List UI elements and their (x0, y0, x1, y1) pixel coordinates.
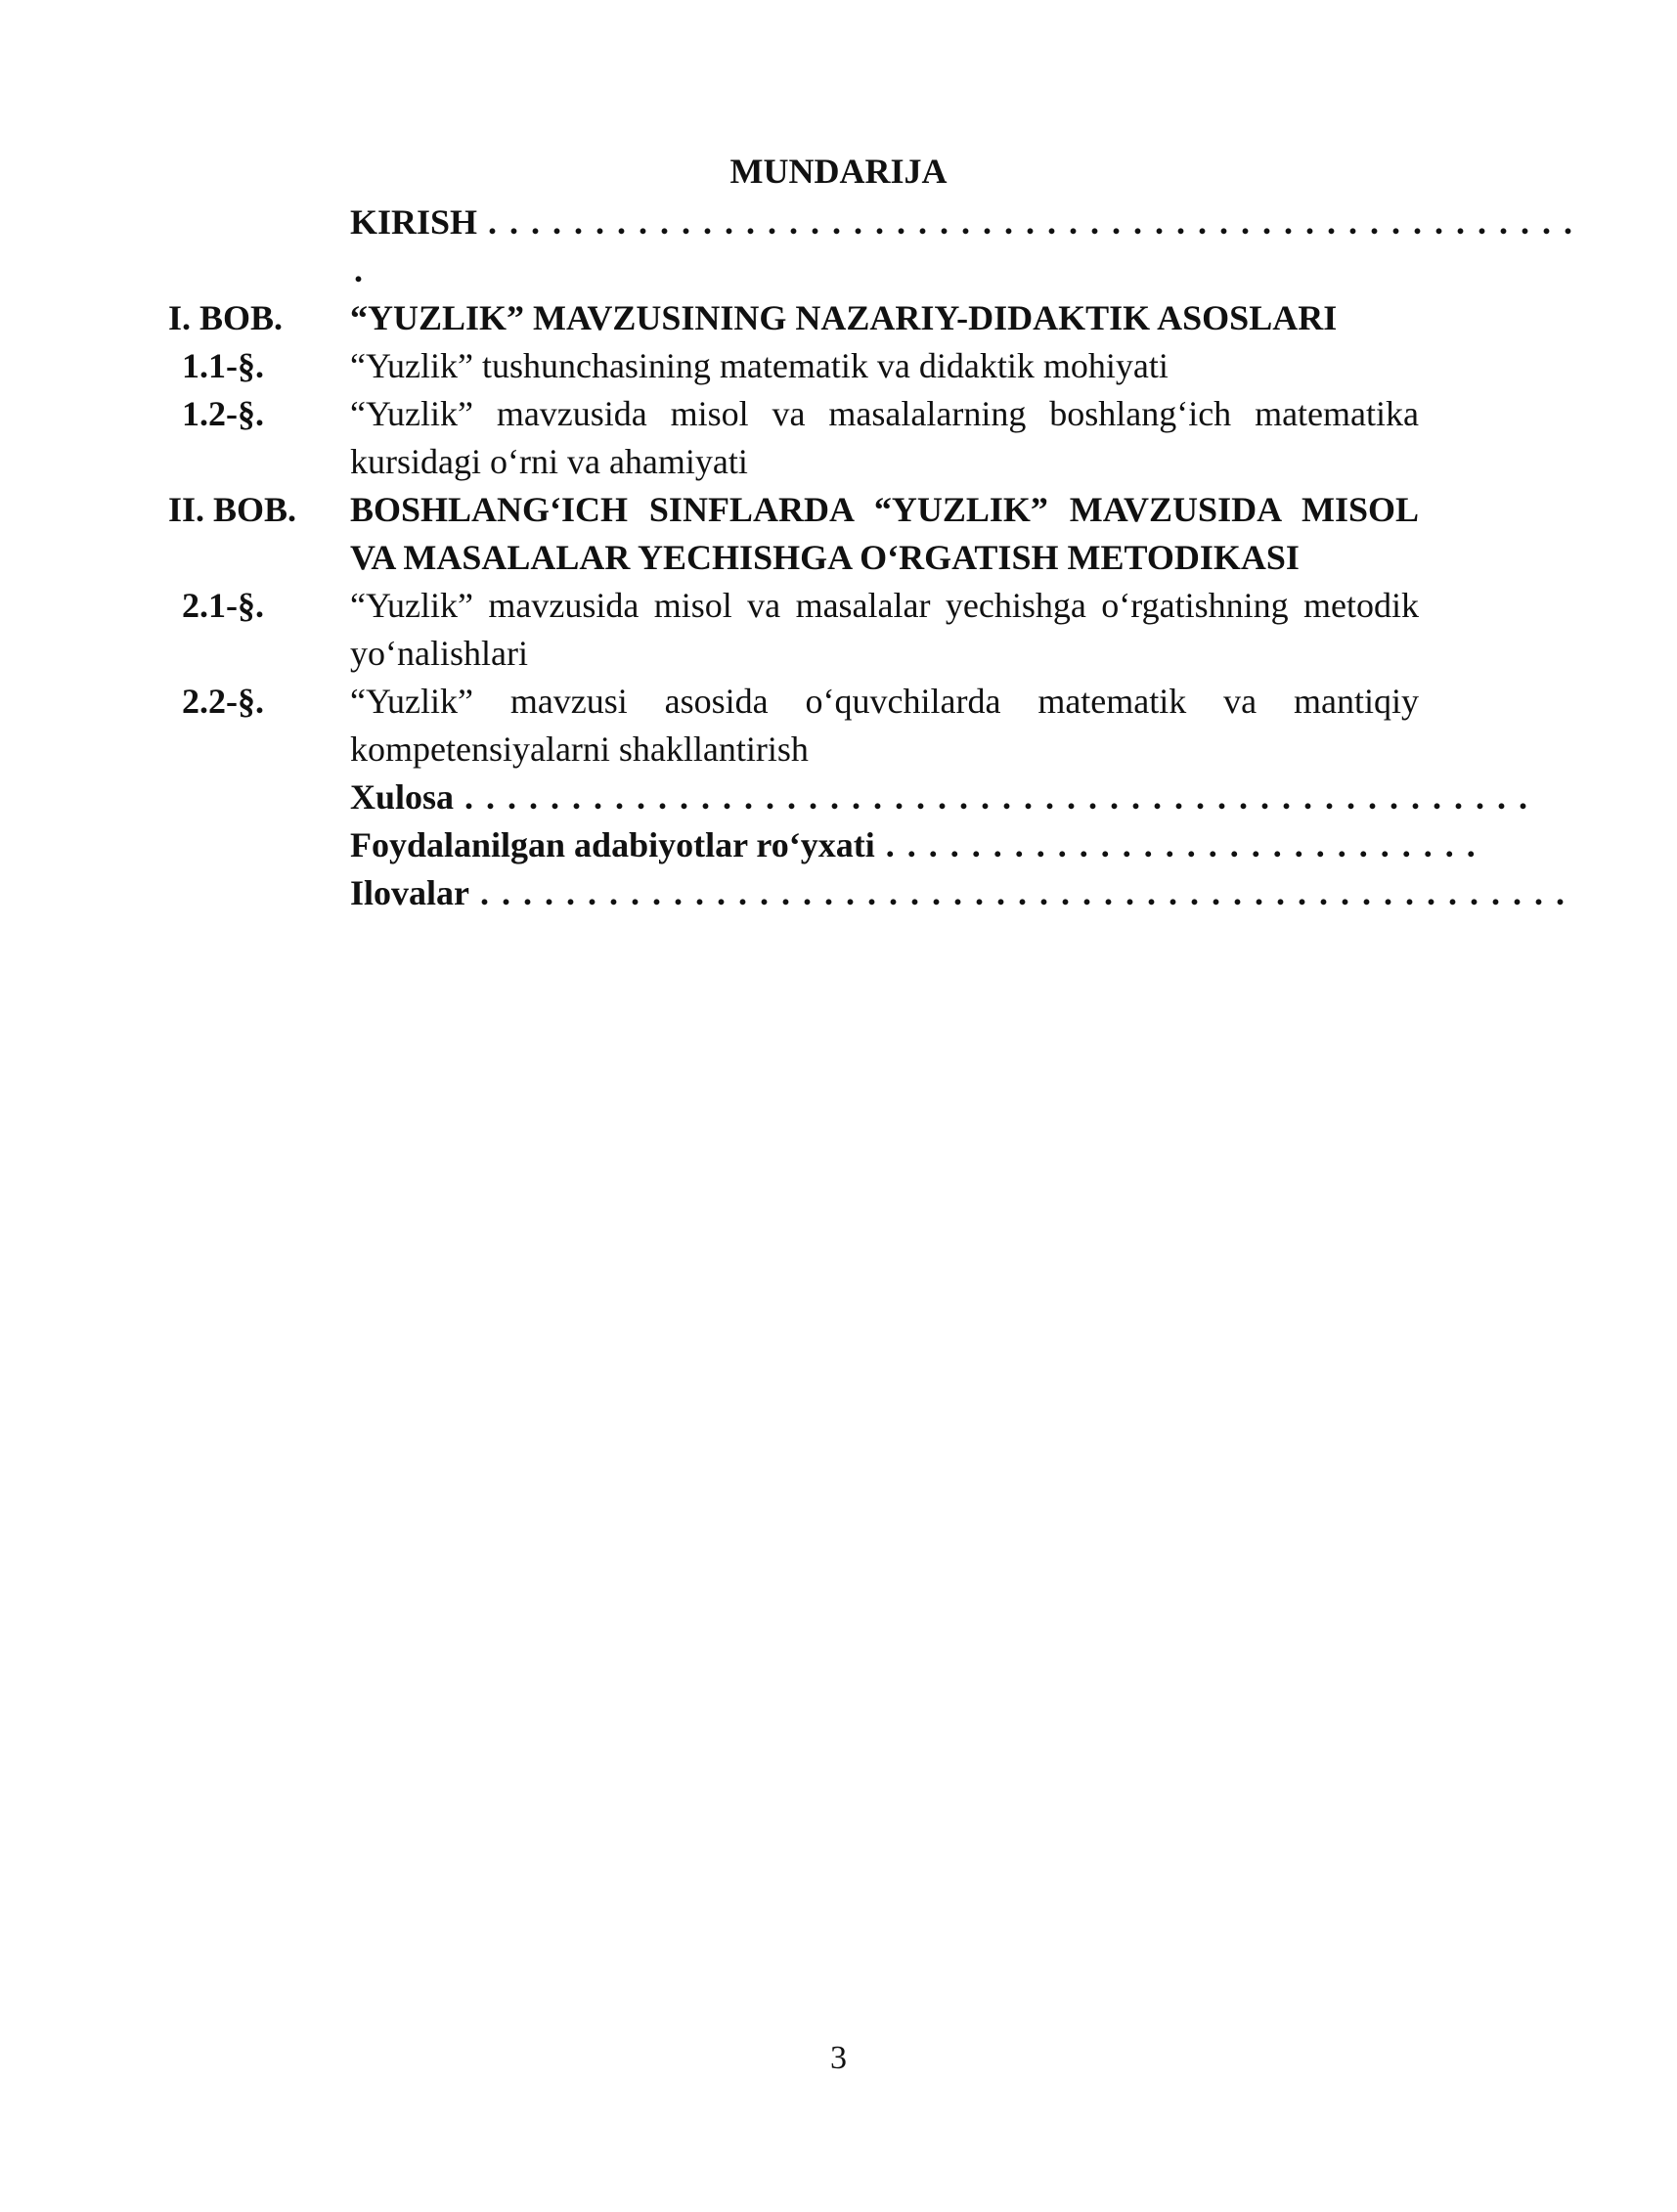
toc-entry-line (350, 821, 1478, 869)
dot-leader: . . . . . . . . . . . . . . . . . . . . . . . . . . . . . . . . . . . . . . . . . . . . . . . . . . (454, 777, 1530, 817)
toc-entry-line (350, 869, 1567, 917)
chapter-title: “YUZLIK” MAVZUSINING NAZARIY-DIDAKTIK ASOSLARI (350, 298, 1338, 337)
page-number: 3 (830, 2040, 847, 2076)
dot-leader: . . . . . . . . . . . . . . . . . . . . . . . . . . . . (874, 825, 1478, 864)
section-number: 1.1-§. (182, 346, 264, 385)
toc-entry-text (350, 821, 1478, 869)
dot-leader: . . . . . . . . . . . . . . . . . . . . . . . . . . . . . . . . . . . . . . . . . . . . . . . . . . . (477, 202, 1575, 242)
toc-entry-text (350, 774, 1530, 821)
toc-entry-line (350, 774, 1530, 821)
chapter-title: BOSHLANG‘ICH SINFLARDA “YUZLIK” MAVZUSIDA MISOL VA MASALALAR YECHISHGA O‘RGATISH METODIKASI (350, 490, 1419, 577)
toc-entry-text (350, 869, 1567, 917)
chapter-number: II. BOB. (168, 490, 297, 529)
section-title: “Yuzlik” mavzusi asosida o‘quvchilarda matematik va mantiqiy kompetensiyalarni shakllantirish (350, 682, 1419, 769)
page-title: MUNDARIJA (729, 152, 948, 191)
toc-label-ilovalar: Ilovalar (350, 873, 469, 912)
chapter-number: I. BOB. (168, 298, 284, 337)
section-title: “Yuzlik” mavzusida misol va masalalarning boshlang‘ich matematika kursidagi o‘rni va ahamiyati (350, 394, 1419, 481)
section-number: 2.1-§. (182, 586, 264, 625)
dot-leader-wrap: . (354, 250, 363, 289)
section-number: 2.2-§. (182, 682, 264, 721)
toc-entry-line (350, 199, 1575, 246)
section-title: “Yuzlik” tushunchasining matematik va didaktik mohiyati (350, 346, 1169, 385)
section-title: “Yuzlik” mavzusida misol va masalalar yechishga o‘rgatishning metodik yo‘nalishlari (350, 586, 1419, 673)
section-number: 1.2-§. (182, 394, 264, 433)
toc-label-xulosa: Xulosa (350, 777, 455, 817)
dot-leader: . . . . . . . . . . . . . . . . . . . . . . . . . . . . . . . . . . . . . . . . . . . . . . . . . . . (469, 873, 1567, 912)
toc-label-references: Foydalanilgan adabiyotlar ro‘yxati (350, 825, 875, 864)
toc-entry-text (350, 199, 1575, 294)
toc-label-kirish: KIRISH (350, 202, 478, 242)
